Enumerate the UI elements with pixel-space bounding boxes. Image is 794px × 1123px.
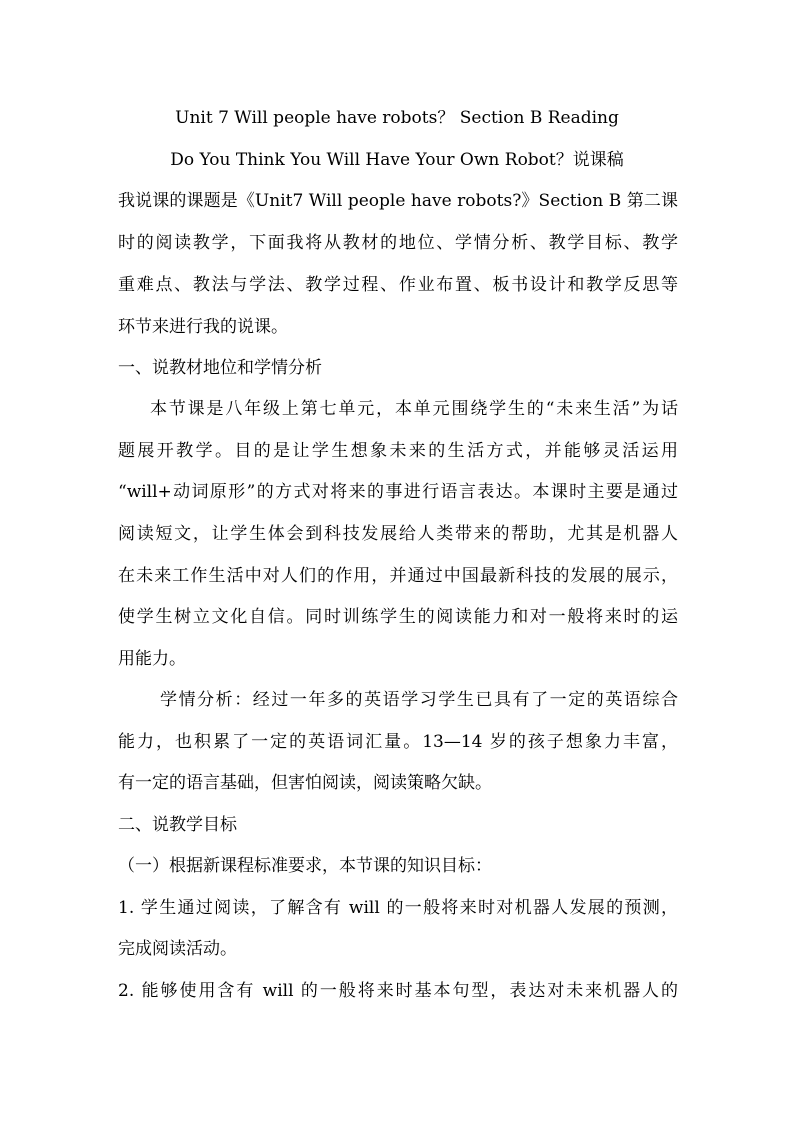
title-line-2: Do You Think You Will Have Your Own Robot？说课稿 bbox=[170, 150, 624, 170]
intro-line: 环节来进行我的说课。 bbox=[118, 317, 288, 337]
section-heading-1: 一、说教材地位和学情分析 bbox=[118, 358, 322, 378]
paragraph-line: 有一定的语言基础，但害怕阅读，阅读策略欠缺。 bbox=[118, 773, 492, 793]
intro-line: 我说课的课题是《Unit7 Will people have robots?》Section B 第二课 bbox=[118, 191, 678, 211]
paragraph-line: 在未来工作生活中对人们的作用，并通过中国最新科技的发展的展示， bbox=[118, 566, 678, 586]
paragraph-line: 能力，也积累了一定的英语词汇量。13—14 岁的孩子想象力丰富， bbox=[118, 732, 678, 752]
section-heading-2: 二、说教学目标 bbox=[118, 815, 237, 835]
paragraph-line: 阅读短文，让学生体会到科技发展给人类带来的帮助，尤其是机器人 bbox=[118, 524, 678, 544]
subsection-heading: （一）根据新课程标准要求，本节课的知识目标： bbox=[118, 856, 492, 876]
paragraph-line: 学情分析：经过一年多的英语学习学生已具有了一定的英语综合 bbox=[160, 690, 678, 710]
list-item-continued: 完成阅读活动。 bbox=[118, 939, 237, 959]
paragraph-line: 使学生树立文化自信。同时训练学生的阅读能力和对一般将来时的运 bbox=[118, 607, 678, 627]
intro-line: 时的阅读教学，下面我将从教材的地位、学情分析、教学目标、教学 bbox=[118, 233, 678, 253]
list-item: 2. 能够使用含有 will 的一般将来时基本句型，表达对未来机器人的 bbox=[118, 981, 678, 1001]
title-line-1: Unit 7 Will people have robots？ Section B Reading bbox=[175, 108, 619, 128]
paragraph-line: 本节课是八年级上第七单元，本单元围绕学生的“未来生活”为话 bbox=[150, 399, 678, 419]
paragraph-line: 题展开教学。目的是让学生想象未来的生活方式，并能够灵活运用 bbox=[118, 441, 678, 461]
paragraph-line: 用能力。 bbox=[118, 649, 186, 669]
list-item: 1. 学生通过阅读，了解含有 will 的一般将来时对机器人发展的预测， bbox=[118, 898, 678, 918]
paragraph-line: “will+动词原形”的方式对将来的事进行语言表达。本课时主要是通过 bbox=[118, 482, 678, 502]
intro-line: 重难点、教法与学法、教学过程、作业布置、板书设计和教学反思等 bbox=[118, 275, 678, 295]
